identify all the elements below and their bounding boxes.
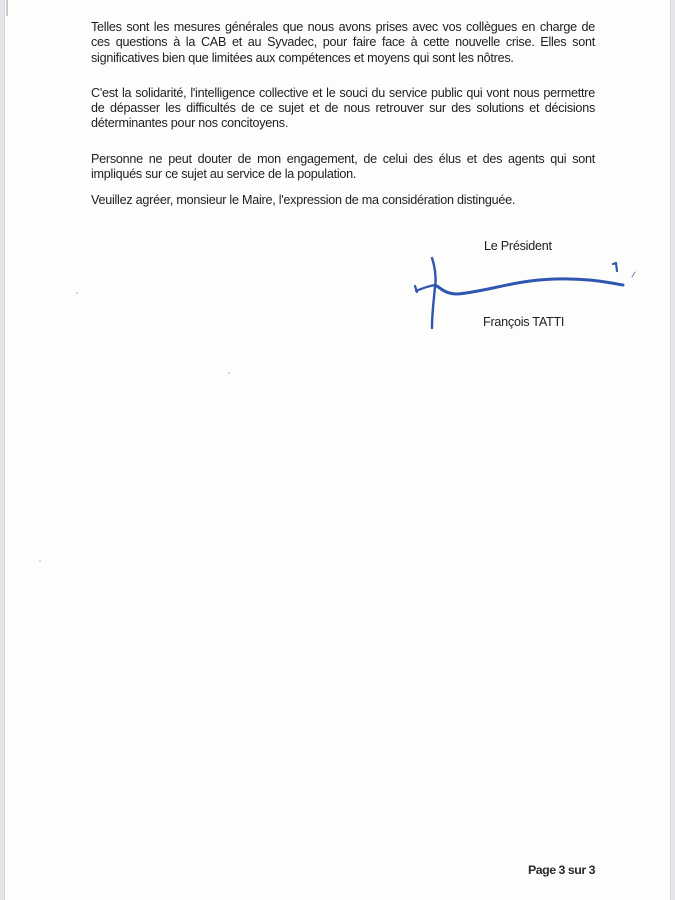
page-left-mark: [6, 0, 8, 16]
paragraph-engagement: Personne ne peut douter de mon engagement, de celui des élus et des agents qui sont impliqués sur ce sujet au service de la population.: [91, 151, 595, 182]
signatory-name: François TATTI: [483, 315, 565, 329]
page-number: Page 3 sur 3: [528, 863, 596, 877]
signatory-title: Le Président: [484, 239, 552, 253]
scan-speck: [39, 560, 41, 562]
scan-speck: [228, 372, 230, 374]
page-right-edge: [670, 0, 675, 900]
letter-body: [91, 20, 595, 229]
scan-speck: [76, 292, 78, 294]
closing-formula: Veuillez agréer, monsieur le Maire, l'expression de ma considération distinguée.: [91, 193, 516, 208]
paragraph-measures: Telles sont les mesures générales que nous avons prises avec vos collègues en charge de ces questions à la CAB et au Syvadec, pour faire face à cette nouvelle crise. Elles sont significatives bien que limitées aux compétences et moyens qui sont les nôtres.: [91, 20, 595, 65]
page-left-edge: [0, 0, 5, 900]
paragraph-solidarity: C'est la solidarité, l'intelligence collective et le souci du service public qui vont nous permettre de dépasser les difficultés de ce sujet et de nous retrouver sur des solutions et décisions déterminantes pour nos concitoyens.: [91, 85, 595, 131]
